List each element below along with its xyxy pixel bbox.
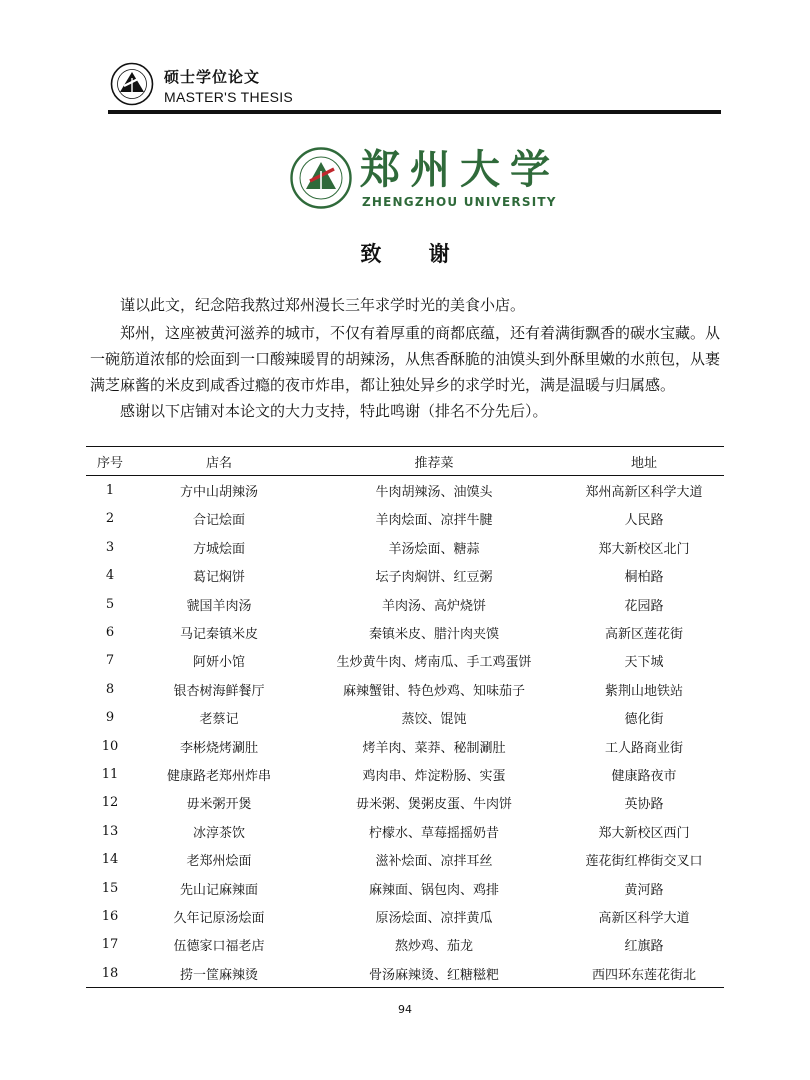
cell-index: 4: [105, 568, 115, 584]
cell-index: 1: [105, 483, 115, 499]
cell-name: 李彬烧烤涮肚: [179, 740, 258, 756]
cell-address: 莲花街红桦街交叉口: [585, 854, 703, 870]
table-row: [86, 618, 724, 646]
acknowledgement-heading: 致 谢: [360, 242, 470, 266]
table-row: [86, 704, 724, 732]
cell-name: 阿妍小馆: [192, 655, 245, 671]
cell-name: 老蔡记: [199, 712, 239, 728]
table-header-row: [86, 447, 724, 476]
cell-address: 郑大新校区北门: [598, 541, 690, 557]
cell-index: 6: [105, 625, 115, 641]
cell-name: 马记秦镇米皮: [179, 627, 258, 643]
cell-name: 毋米粥开煲: [186, 797, 252, 813]
cell-name: 伍德家口福老店: [173, 939, 265, 955]
table-row: [86, 562, 724, 590]
university-emblem-icon: [290, 147, 352, 209]
cell-dishes: 熬炒鸡、茄龙: [394, 939, 473, 955]
table-row: [86, 817, 724, 845]
table-row: [86, 874, 724, 902]
cell-index: 15: [101, 880, 119, 896]
cell-name: 健康路老郑州炸串: [166, 768, 271, 784]
cell-index: 8: [105, 681, 115, 697]
cell-address: 天下城: [624, 655, 664, 671]
table-row: [86, 647, 724, 675]
cell-index: 14: [101, 852, 119, 868]
cell-address: 红旗路: [624, 939, 664, 955]
cell-address: 高新区莲花街: [604, 627, 683, 643]
cell-dishes: 坛子肉焖饼、红豆粥: [375, 570, 493, 586]
cell-dishes: 毋米粥、煲粥皮蛋、牛肉饼: [355, 797, 512, 813]
paragraph-thanks: 感谢以下店铺对本论文的大力支持，特此鸣谢（排名不分先后）。: [120, 402, 548, 420]
cell-dishes: 蒸饺、馄饨: [401, 712, 467, 728]
cell-dishes: 生炒黄牛肉、烤南瓜、手工鸡蛋饼: [336, 655, 532, 671]
cell-address: 德化街: [624, 712, 664, 728]
cell-name: 冰淳茶饮: [192, 825, 245, 841]
cell-index: 7: [105, 653, 115, 669]
cell-index: 2: [105, 511, 115, 527]
cell-dishes: 羊肉汤、高炉烧饼: [381, 598, 486, 614]
cell-name: 银杏树海鲜餐厅: [173, 683, 265, 699]
cell-index: 18: [101, 965, 119, 981]
header-title-cn: 硕士学位论文: [164, 68, 261, 86]
cell-address: 工人路商业街: [604, 740, 683, 756]
cell-address: 紫荆山地铁站: [604, 683, 683, 699]
paragraph-intro: 谨以此文，纪念陪我熬过郑州漫长三年求学时光的美食小店。: [120, 296, 526, 314]
page-number: 94: [398, 1003, 412, 1016]
cell-address: 花园路: [624, 598, 664, 614]
cell-name: 葛记焖饼: [192, 570, 245, 586]
cell-dishes: 羊肉烩面、凉拌牛腱: [375, 513, 493, 529]
cell-address: 西四环东莲花街北: [591, 967, 696, 983]
cell-index: 13: [101, 823, 119, 839]
table-row: [86, 789, 724, 817]
cell-dishes: 原汤烩面、凉拌黄瓜: [375, 910, 493, 926]
cell-address: 郑州高新区科学大道: [585, 485, 703, 501]
table-row: [86, 959, 724, 988]
cell-address: 桐柏路: [624, 570, 664, 586]
table-row: [86, 590, 724, 618]
cell-name: 捞一筐麻辣烫: [179, 967, 258, 983]
table-row: [86, 931, 724, 959]
column-header-index: 序号: [96, 455, 123, 471]
university-seal-icon: [110, 62, 154, 106]
cell-dishes: 滋补烩面、凉拌耳丝: [375, 854, 493, 870]
cell-dishes: 麻辣蟹钳、特色炒鸡、知味茄子: [342, 683, 525, 699]
cell-name: 合记烩面: [192, 513, 245, 529]
restaurant-table: [86, 446, 724, 988]
cell-dishes: 羊汤烩面、糖蒜: [388, 541, 480, 557]
header-rule: [108, 110, 721, 114]
cell-index: 9: [105, 710, 115, 726]
table-body: [86, 476, 724, 988]
cell-index: 12: [101, 795, 119, 811]
cell-dishes: 秦镇米皮、腊汁肉夹馍: [368, 627, 499, 643]
cell-name: 先山记麻辣面: [179, 882, 258, 898]
cell-index: 11: [101, 766, 119, 782]
cell-index: 10: [101, 738, 119, 754]
cell-index: 3: [105, 539, 115, 555]
cell-name: 方城烩面: [192, 541, 245, 557]
table-row: [86, 902, 724, 930]
cell-index: 16: [101, 908, 119, 924]
table-row: [86, 476, 724, 505]
table-row: [86, 845, 724, 873]
column-header-name: 店名: [205, 455, 232, 471]
university-name-cn: 郑州大学: [360, 146, 560, 193]
table-row: [86, 760, 724, 788]
cell-index: 5: [105, 596, 115, 612]
cell-dishes: 柠檬水、草莓摇摇奶昔: [368, 825, 499, 841]
university-name-en: ZHENGZHOU UNIVERSITY: [362, 195, 557, 209]
table-row: [86, 505, 724, 533]
cell-dishes: 鸡肉串、炸淀粉肠、实蛋: [362, 768, 506, 784]
header-title-en: MASTER'S THESIS: [164, 89, 294, 105]
cell-address: 高新区科学大道: [598, 910, 690, 926]
cell-name: 老郑州烩面: [186, 854, 252, 870]
column-header-dishes: 推荐菜: [414, 455, 454, 471]
cell-address: 健康路夜市: [611, 768, 677, 784]
cell-dishes: 麻辣面、锅包肉、鸡排: [368, 882, 499, 898]
cell-address: 郑大新校区西门: [598, 825, 690, 841]
cell-address: 黄河路: [624, 882, 664, 898]
cell-dishes: 牛肉胡辣汤、油馍头: [375, 485, 493, 501]
cell-address: 英协路: [624, 797, 664, 813]
cell-name: 虢国羊肉汤: [186, 598, 252, 614]
table-row: [86, 533, 724, 561]
table-row: [86, 732, 724, 760]
paragraph-zhengzhou: 郑州，这座被黄河滋养的城市，不仅有着厚重的商都底蕴，还有着满街飘香的碳水宝藏。从一碗筋道浓郁的烩面到一口酸辣暖胃的胡辣汤，从焦香酥脆的油馍头到外酥里嫩的水煎包，从裹满芝麻酱的米皮到咸香过瘾的夜市炸串，都让独处异乡的求学时光，满是温暖与归属感。: [90, 324, 721, 394]
cell-dishes: 骨汤麻辣烫、红糖糍粑: [368, 967, 499, 983]
table-row: [86, 675, 724, 703]
cell-index: 17: [101, 937, 119, 953]
cell-name: 方中山胡辣汤: [179, 485, 258, 501]
column-header-address: 地址: [630, 455, 657, 471]
cell-address: 人民路: [624, 513, 664, 529]
cell-name: 久年记原汤烩面: [173, 910, 265, 926]
cell-dishes: 烤羊肉、菜莽、秘制涮肚: [362, 740, 506, 756]
